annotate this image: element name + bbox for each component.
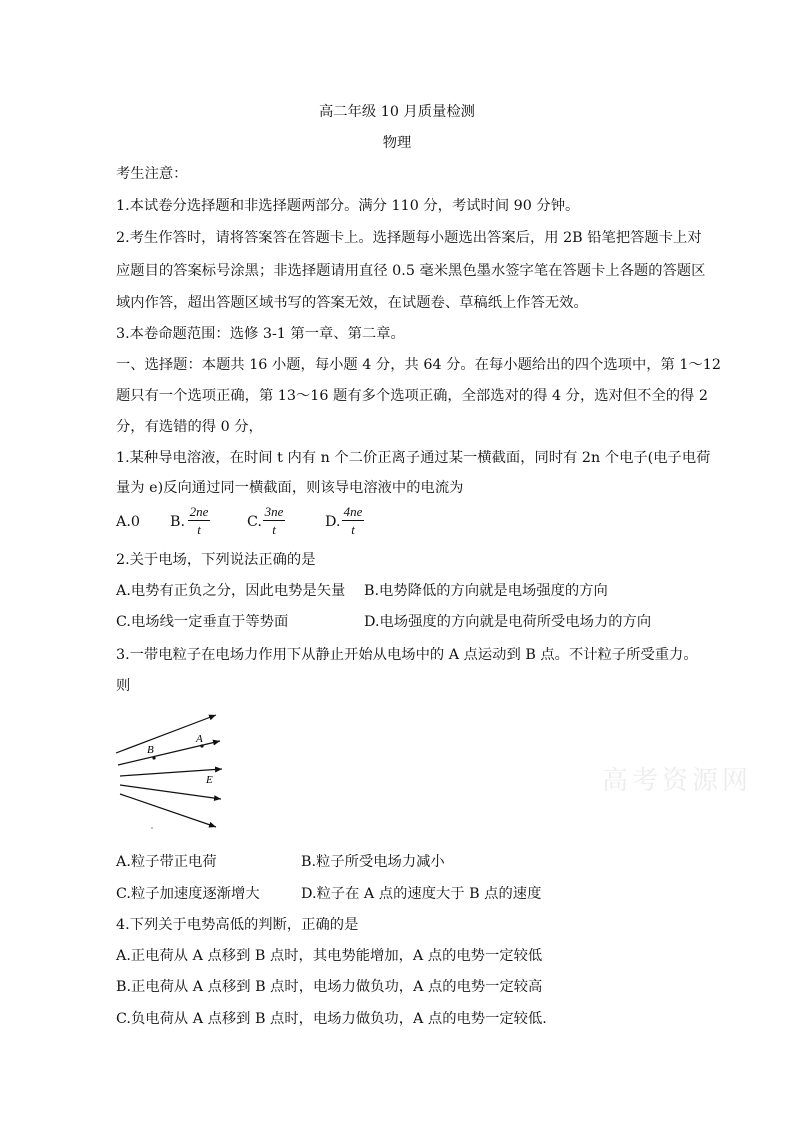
point-b-label: B — [147, 744, 154, 756]
question-1-option-d-fraction — [340, 504, 366, 537]
question-3-stem-line-1: 3.一带电粒子在电场力作用下从静止开始从电场中的 A 点运动到 B 点。不计粒子所受重力。 — [116, 647, 698, 663]
notice-item-2-line-1: 2.考生作答时，请将答案答在答题卡上。选择题每小题选出答案后，用 2B 铅笔把答题卡上对 — [116, 230, 702, 246]
question-3-option-b: B.粒子所受电场力减小 — [301, 854, 445, 870]
question-4-option-a: A.正电荷从 A 点移到 B 点时，其电势能增加，A 点的电势一定较低 — [116, 948, 543, 964]
point-b-dot — [152, 756, 155, 759]
fraction-bar — [263, 520, 285, 521]
speck — [151, 827, 153, 829]
question-3-stem-line-2: 则 — [116, 678, 131, 694]
fraction-bar — [188, 520, 210, 521]
fraction-numerator: 2ne — [189, 504, 209, 519]
section-1-line-3: 分，有选错的得 0 分， — [116, 419, 263, 435]
fraction-denominator: t — [351, 522, 355, 537]
fraction-bar — [342, 520, 364, 521]
page-title: 高二年级 10 月质量检测 — [319, 104, 475, 120]
electric-field-diagram — [110, 706, 240, 832]
question-1-stem-line-1: 1.某种导电溶液，在时间 t 内有 n 个二价正离子通过某一横截面，同时有 2n 个电子(电子电荷 — [116, 450, 711, 466]
notice-item-2-line-2: 应题目的答案标号涂黑；非选择题请用直径 0.5 毫米黑色墨水签字笔在答题卡上各题的答题区 — [116, 263, 706, 279]
fraction-denominator: t — [197, 522, 201, 537]
field-e-label: E — [206, 774, 213, 786]
watermark: 高考资源网 — [602, 766, 753, 796]
question-4-stem: 4.下列关于电势高低的判断，正确的是 — [116, 917, 359, 933]
question-4-option-c: C.负电荷从 A 点移到 B 点时，电场力做负功，A 点的电势一定较低. — [116, 1011, 547, 1027]
question-1-option-b-fraction — [186, 504, 212, 537]
question-1-option-c-fraction — [261, 504, 287, 537]
question-2-option-c: C.电场线一定垂直于等势面 — [116, 614, 289, 630]
field-line-5 — [120, 794, 216, 827]
question-2-stem: 2.关于电场，下列说法正确的是 — [116, 552, 316, 568]
point-a-label: A — [196, 733, 203, 745]
notice-heading: 考生注意： — [116, 166, 188, 182]
field-line-2 — [118, 741, 220, 765]
question-3-option-a: A.粒子带正电荷 — [116, 854, 217, 870]
question-1-option-a: A.0 — [116, 514, 140, 530]
question-2-option-d: D.电场强度的方向就是电荷所受电场力的方向 — [364, 614, 652, 630]
question-3-option-d: D.粒子在 A 点的速度大于 B 点的速度 — [301, 886, 542, 902]
question-1-stem-line-2: 量为 e)反向通过同一横截面，则该导电溶液中的电流为 — [116, 480, 464, 496]
question-4-option-b: B.正电荷从 A 点移到 B 点时，电场力做负功，A 点的电势一定较高 — [116, 979, 543, 995]
field-line-4 — [120, 785, 221, 799]
notice-item-2-line-3: 域内作答，超出答题区域书写的答案无效，在试题卷、草稿纸上作答无效。 — [116, 295, 588, 311]
fraction-denominator: t — [272, 522, 276, 537]
subject-title: 物理 — [382, 135, 412, 151]
notice-item-3: 3.本卷命题范围：选修 3-1 第一章、第二章。 — [116, 326, 405, 342]
section-1-line-2: 题只有一个选项正确，第 13～16 题有多个选项正确，全部选对的得 4 分，选对但不全的得 2 — [116, 388, 708, 404]
question-2-option-b: B.电势降低的方向就是电场强度的方向 — [364, 583, 608, 599]
fraction-numerator: 3ne — [264, 504, 284, 519]
notice-item-1: 1.本试卷分选择题和非选择题两部分。满分 110 分，考试时间 90 分钟。 — [116, 198, 580, 214]
question-1-option-b-label: B. — [170, 514, 186, 530]
question-1-option-d-label: D. — [325, 514, 341, 530]
question-2-option-a: A.电势有正负之分，因此电势是矢量 — [116, 583, 346, 599]
fraction-numerator: 4ne — [343, 504, 363, 519]
section-1-line-1: 一、选择题：本题共 16 小题，每小题 4 分，共 64 分。在每小题给出的四个选项中，第 1～12 — [116, 357, 721, 373]
question-3-option-c: C.粒子加速度逐渐增大 — [116, 886, 260, 902]
question-1-option-c-label: C. — [247, 514, 262, 530]
